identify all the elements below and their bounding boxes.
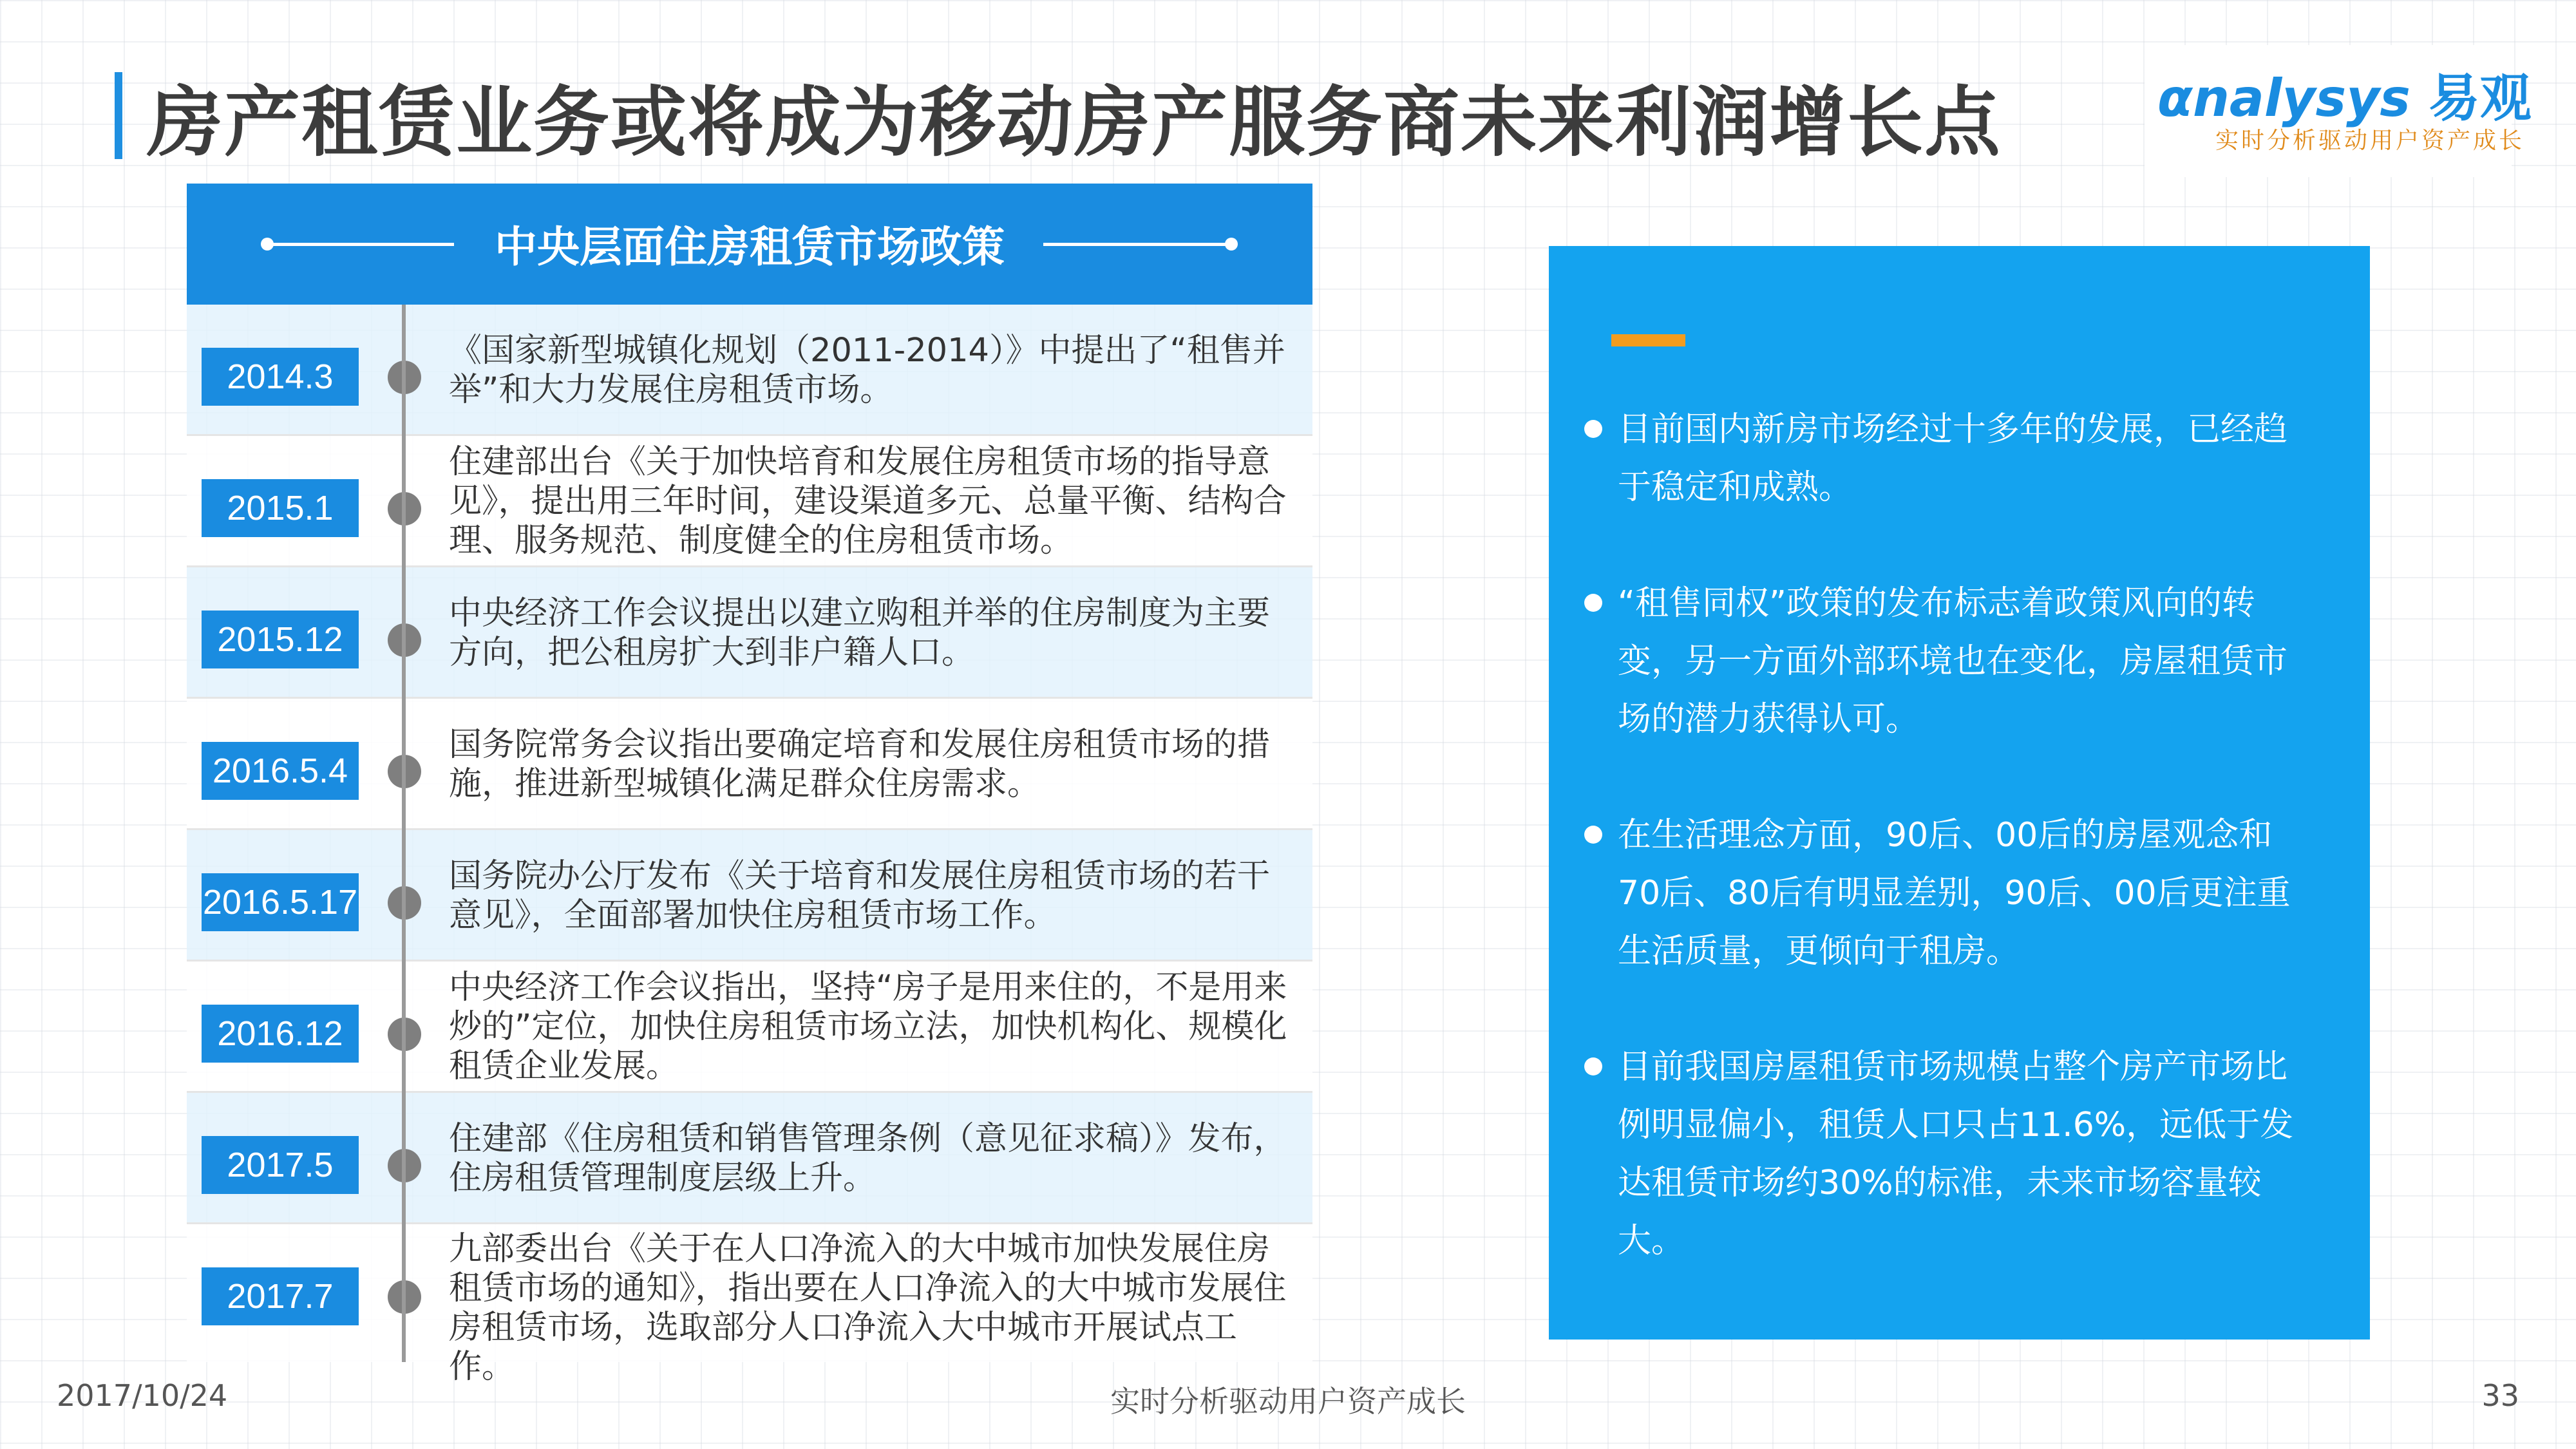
summary-bullet	[1618, 806, 2313, 980]
bullet-dot	[1584, 1057, 1602, 1075]
summary-bullet-text: 目前我国房屋租赁市场规模占整个房产市场比例明显偏小，租赁人口只占11.6%，远低于发达租赁市场约30%的标准，未来市场容量较大。	[1618, 1048, 2294, 1260]
summary-bullet	[1618, 1038, 2313, 1270]
summary-bullet-text: 在生活理念方面，90后、00后的房屋观念和70后、80后有明显差别，90后、00后更注重生活质量，更倾向于租房。	[1618, 816, 2291, 971]
timeline-date: 2014.3	[202, 348, 359, 406]
bullet-dot	[1584, 594, 1602, 612]
timeline-row	[187, 305, 1312, 436]
logo-wordmark	[2157, 57, 2532, 131]
title-accent-bar	[115, 72, 122, 159]
timeline-row	[187, 436, 1312, 567]
timeline-text: 国务院常务会议指出要确定培育和发展住房租赁市场的措施，推进新型城镇化满足群众住房需求。	[449, 726, 1271, 803]
timeline-text: 《国家新型城镇化规划（2011-2014）》中提出了“租售并举”和大力发展住房租赁市场。	[449, 332, 1285, 409]
page-number: 33	[2481, 1378, 2519, 1413]
timeline-date: 2015.12	[202, 611, 359, 668]
logo-brand: nalysys	[2192, 68, 2410, 128]
logo-brand-cn: 易观	[2428, 68, 2532, 128]
timeline-text: 住建部出台《关于加快培育和发展住房租赁市场的指导意见》，提出用三年时间，建设渠道多元、总量平衡、结构合理、服务规范、制度健全的住房租赁市场。	[449, 443, 1287, 560]
timeline-row	[187, 830, 1312, 961]
orange-accent-bar	[1611, 334, 1685, 346]
footer-date: 2017/10/24	[57, 1378, 228, 1413]
page-title: 房产租赁业务或将成为移动房产服务商未来利润增长点	[147, 78, 2002, 167]
timeline-date: 2016.12	[202, 1005, 359, 1063]
bullet-dot	[1584, 826, 1602, 844]
timeline-date: 2015.1	[202, 479, 359, 537]
brand-logo	[2145, 45, 2532, 177]
summary-bullet	[1618, 574, 2313, 748]
header-right-line	[1043, 243, 1230, 246]
logo-initial: α	[2157, 68, 2193, 128]
summary-bullet-text: 目前国内新房市场经过十多年的发展，已经趋于稳定和成熟。	[1618, 410, 2288, 507]
timeline-date: 2017.5	[202, 1136, 359, 1194]
policy-timeline-panel	[187, 184, 1312, 1386]
timeline-row	[187, 1093, 1312, 1224]
summary-bullet	[1618, 401, 2313, 516]
timeline-date: 2016.5.4	[202, 742, 359, 800]
timeline-row	[187, 1224, 1312, 1386]
timeline-text: 中央经济工作会议提出以建立购租并举的住房制度为主要方向，把公租房扩大到非户籍人口。	[449, 594, 1271, 672]
summary-bullet-text: “租售同权”政策的发布标志着政策风向的转变，另一方面外部环境也在变化，房屋租赁市场的潜力获得认可。	[1618, 584, 2288, 739]
timeline-text: 中央经济工作会议指出，坚持“房子是用来住的，不是用来炒的”定位，加快住房租赁市场立法，加快机构化、规模化租赁企业发展。	[449, 969, 1287, 1085]
header-right-dot	[1225, 238, 1238, 251]
timeline-date: 2017.7	[202, 1267, 359, 1325]
timeline-text: 国务院办公厅发布《关于培育和发展住房租赁市场的若干意见》，全面部署加快住房租赁市场工作。	[449, 857, 1271, 934]
logo-tagline: 实时分析驱动用户资产成长	[2215, 128, 2525, 154]
footer-tagline: 实时分析驱动用户资产成长	[1110, 1384, 1466, 1419]
timeline-date: 2016.5.17	[202, 873, 359, 931]
summary-box	[1549, 246, 2370, 1340]
timeline-text: 住建部《住房租赁和销售管理条例（意见征求稿）》发布，住房租赁管理制度层级上升。	[449, 1120, 1287, 1197]
timeline-text: 九部委出台《关于在人口净流入的大中城市加快发展住房租赁市场的通知》，指出要在人口净流入的大中城市发展住房租赁市场，选取部分人口净流入大中城市开展试点工作。	[449, 1230, 1287, 1386]
policy-panel-header	[187, 184, 1312, 305]
timeline-row	[187, 567, 1312, 699]
policy-panel-title: 中央层面住房租赁市场政策	[495, 222, 1005, 272]
timeline-axis	[402, 305, 406, 1362]
timeline-row	[187, 961, 1312, 1093]
bullet-dot	[1584, 420, 1602, 438]
timeline-row	[187, 699, 1312, 830]
